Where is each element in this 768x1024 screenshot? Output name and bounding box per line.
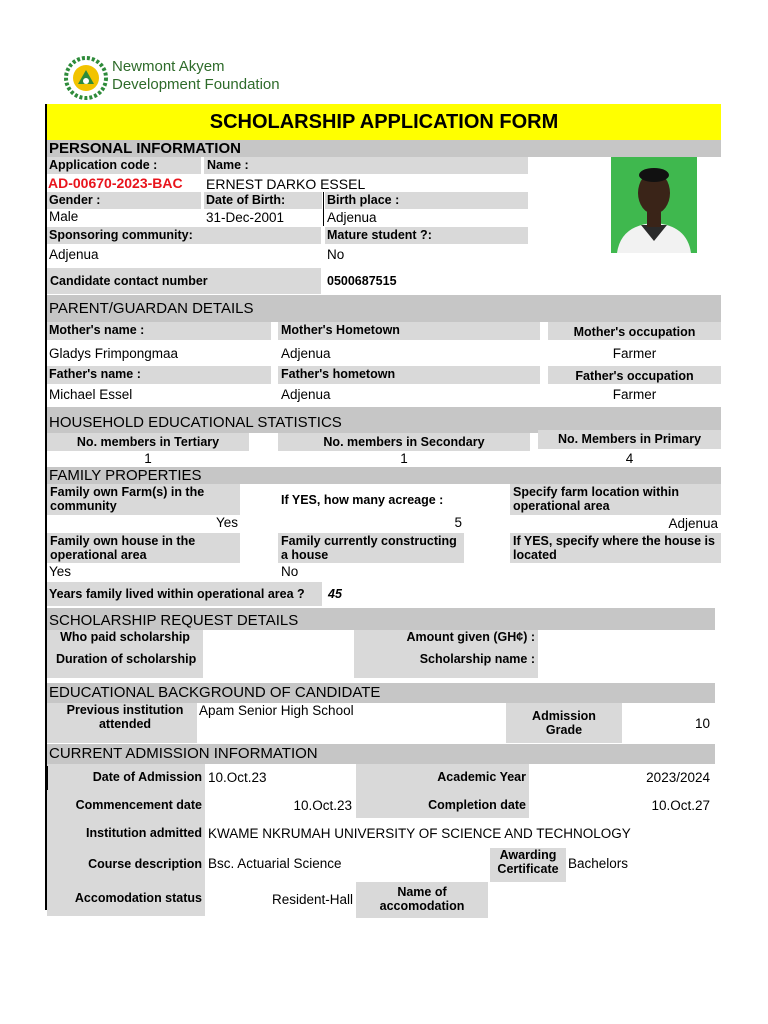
primary-value: 4 bbox=[625, 451, 634, 466]
primary-label: No. Members in Primary bbox=[538, 430, 721, 449]
tertiary-label: No. members in Tertiary bbox=[47, 433, 249, 451]
academic-year-label: Academic Year bbox=[356, 764, 529, 818]
father-occupation-value: Farmer bbox=[612, 387, 657, 402]
admission-grade-value: 10 bbox=[694, 716, 710, 731]
contact-value: 0500687515 bbox=[327, 274, 397, 288]
org-name bbox=[112, 58, 332, 94]
certificate-label: Awarding Certificate bbox=[490, 848, 566, 882]
dob-label: Date of Birth: bbox=[204, 192, 322, 209]
house-label: Family own house in the operational area bbox=[47, 533, 240, 563]
commencement-value: 10.Oct.23 bbox=[293, 798, 352, 813]
logo-emblem-icon bbox=[64, 56, 108, 100]
form-title: SCHOLARSHIP APPLICATION FORM bbox=[47, 104, 721, 140]
father-hometown-label: Father's hometown bbox=[278, 366, 540, 384]
section-admission: CURRENT ADMISSION INFORMATION bbox=[47, 744, 715, 764]
birthplace-label: Birth place : bbox=[325, 192, 528, 209]
father-name-value: Michael Essel bbox=[49, 387, 133, 402]
app-code-value: AD-00670-2023-BAC bbox=[48, 175, 183, 191]
farm-location-value: Adjenua bbox=[668, 516, 718, 531]
certificate-value: Bachelors bbox=[568, 856, 629, 871]
secondary-label: No. members in Secondary bbox=[278, 433, 530, 451]
father-hometown-value: Adjenua bbox=[281, 387, 331, 402]
app-code-label: Application code : bbox=[47, 157, 201, 174]
duration-label: Duration of scholarship bbox=[56, 652, 197, 666]
institution-label: Institution admitted bbox=[47, 818, 205, 848]
org-name-line2: Development Foundation bbox=[112, 76, 280, 93]
community-value: Adjenua bbox=[49, 247, 99, 262]
house-value: Yes bbox=[49, 564, 72, 579]
previous-institution-label: Previous institution attended bbox=[47, 703, 197, 743]
mother-name-label: Mother's name : bbox=[47, 322, 271, 340]
section-education: EDUCATIONAL BACKGROUND OF CANDIDATE bbox=[47, 683, 715, 703]
academic-year-value: 2023/2024 bbox=[646, 770, 710, 785]
admission-grade-label: Admission Grade bbox=[506, 703, 622, 743]
section-parent: PARENT/GUARDAN DETAILS bbox=[47, 295, 721, 322]
course-value: Bsc. Actuarial Science bbox=[208, 856, 342, 871]
mother-occupation-value: Farmer bbox=[612, 346, 657, 361]
name-value: ERNEST DARKO ESSEL bbox=[206, 176, 366, 192]
foundation-logo bbox=[64, 56, 108, 100]
previous-institution-value: Apam Senior High School bbox=[199, 703, 354, 718]
father-occupation-label: Father's occupation bbox=[548, 366, 721, 384]
mature-value: No bbox=[327, 247, 345, 262]
years-value: 45 bbox=[328, 587, 342, 601]
acreage-label: If YES, how many acreage : bbox=[281, 493, 444, 507]
accomodation-name-label: Name of accomodation bbox=[356, 882, 488, 918]
section-personal: PERSONAL INFORMATION bbox=[47, 140, 721, 157]
secondary-value: 1 bbox=[400, 451, 408, 466]
years-label: Years family lived within operational area ? bbox=[47, 582, 322, 606]
institution-value: KWAME NKRUMAH UNIVERSITY OF SCIENCE AND TECHNOLOGY bbox=[208, 826, 631, 841]
father-name-label: Father's name : bbox=[47, 366, 271, 384]
course-label: Course description bbox=[47, 848, 205, 882]
acreage-value: 5 bbox=[454, 515, 462, 530]
completion-value: 10.Oct.27 bbox=[651, 798, 710, 813]
gender-value: Male bbox=[49, 209, 79, 224]
who-paid-label: Who paid scholarship bbox=[47, 630, 203, 678]
accomodation-label: Accomodation status bbox=[47, 882, 205, 916]
farm-location-label: Specify farm location within operational area bbox=[510, 484, 721, 515]
section-scholarship: SCHOLARSHIP REQUEST DETAILS bbox=[47, 608, 715, 630]
admission-divider bbox=[47, 766, 48, 790]
tertiary-value: 1 bbox=[144, 451, 152, 466]
commencement-label: Commencement date bbox=[75, 798, 202, 812]
farm-value: Yes bbox=[215, 515, 238, 530]
admission-date-value: 10.Oct.23 bbox=[208, 770, 267, 785]
section-family: FAMILY PROPERTIES bbox=[47, 467, 721, 484]
mother-hometown-label: Mother's Hometown bbox=[278, 322, 540, 340]
gender-label: Gender : bbox=[47, 192, 201, 209]
contact-label: Candidate contact number bbox=[47, 268, 321, 294]
community-label: Sponsoring community: bbox=[47, 227, 321, 244]
constructing-value: No bbox=[281, 564, 299, 579]
amount-label: Amount given (GH¢) : bbox=[354, 630, 538, 678]
admission-date-label: Date of Admission bbox=[47, 764, 205, 818]
section-household: HOUSEHOLD EDUCATIONAL STATISTICS bbox=[47, 407, 721, 433]
candidate-photo bbox=[611, 157, 697, 253]
dob-value: 31-Dec-2001 bbox=[206, 210, 285, 225]
mature-label: Mature student ?: bbox=[325, 227, 528, 244]
constructing-label: Family currently constructing a house bbox=[278, 533, 464, 563]
birth-divider bbox=[323, 192, 324, 226]
birthplace-value: Adjenua bbox=[327, 210, 377, 225]
house-location-label: If YES, specify where the house is located bbox=[510, 533, 721, 563]
farm-label: Family own Farm(s) in the community bbox=[47, 484, 240, 515]
mother-name-value: Gladys Frimpongmaa bbox=[49, 346, 179, 361]
org-name-line1: Newmont Akyem bbox=[112, 58, 225, 75]
mother-hometown-value: Adjenua bbox=[281, 346, 331, 361]
mother-occupation-label: Mother's occupation bbox=[548, 322, 721, 340]
scholarship-name-label: Scholarship name : bbox=[419, 652, 535, 666]
accomodation-value: Resident-Hall bbox=[271, 892, 353, 907]
completion-label: Completion date bbox=[428, 798, 526, 812]
candidate-portrait-icon bbox=[611, 157, 697, 253]
name-label: Name : bbox=[204, 157, 528, 174]
